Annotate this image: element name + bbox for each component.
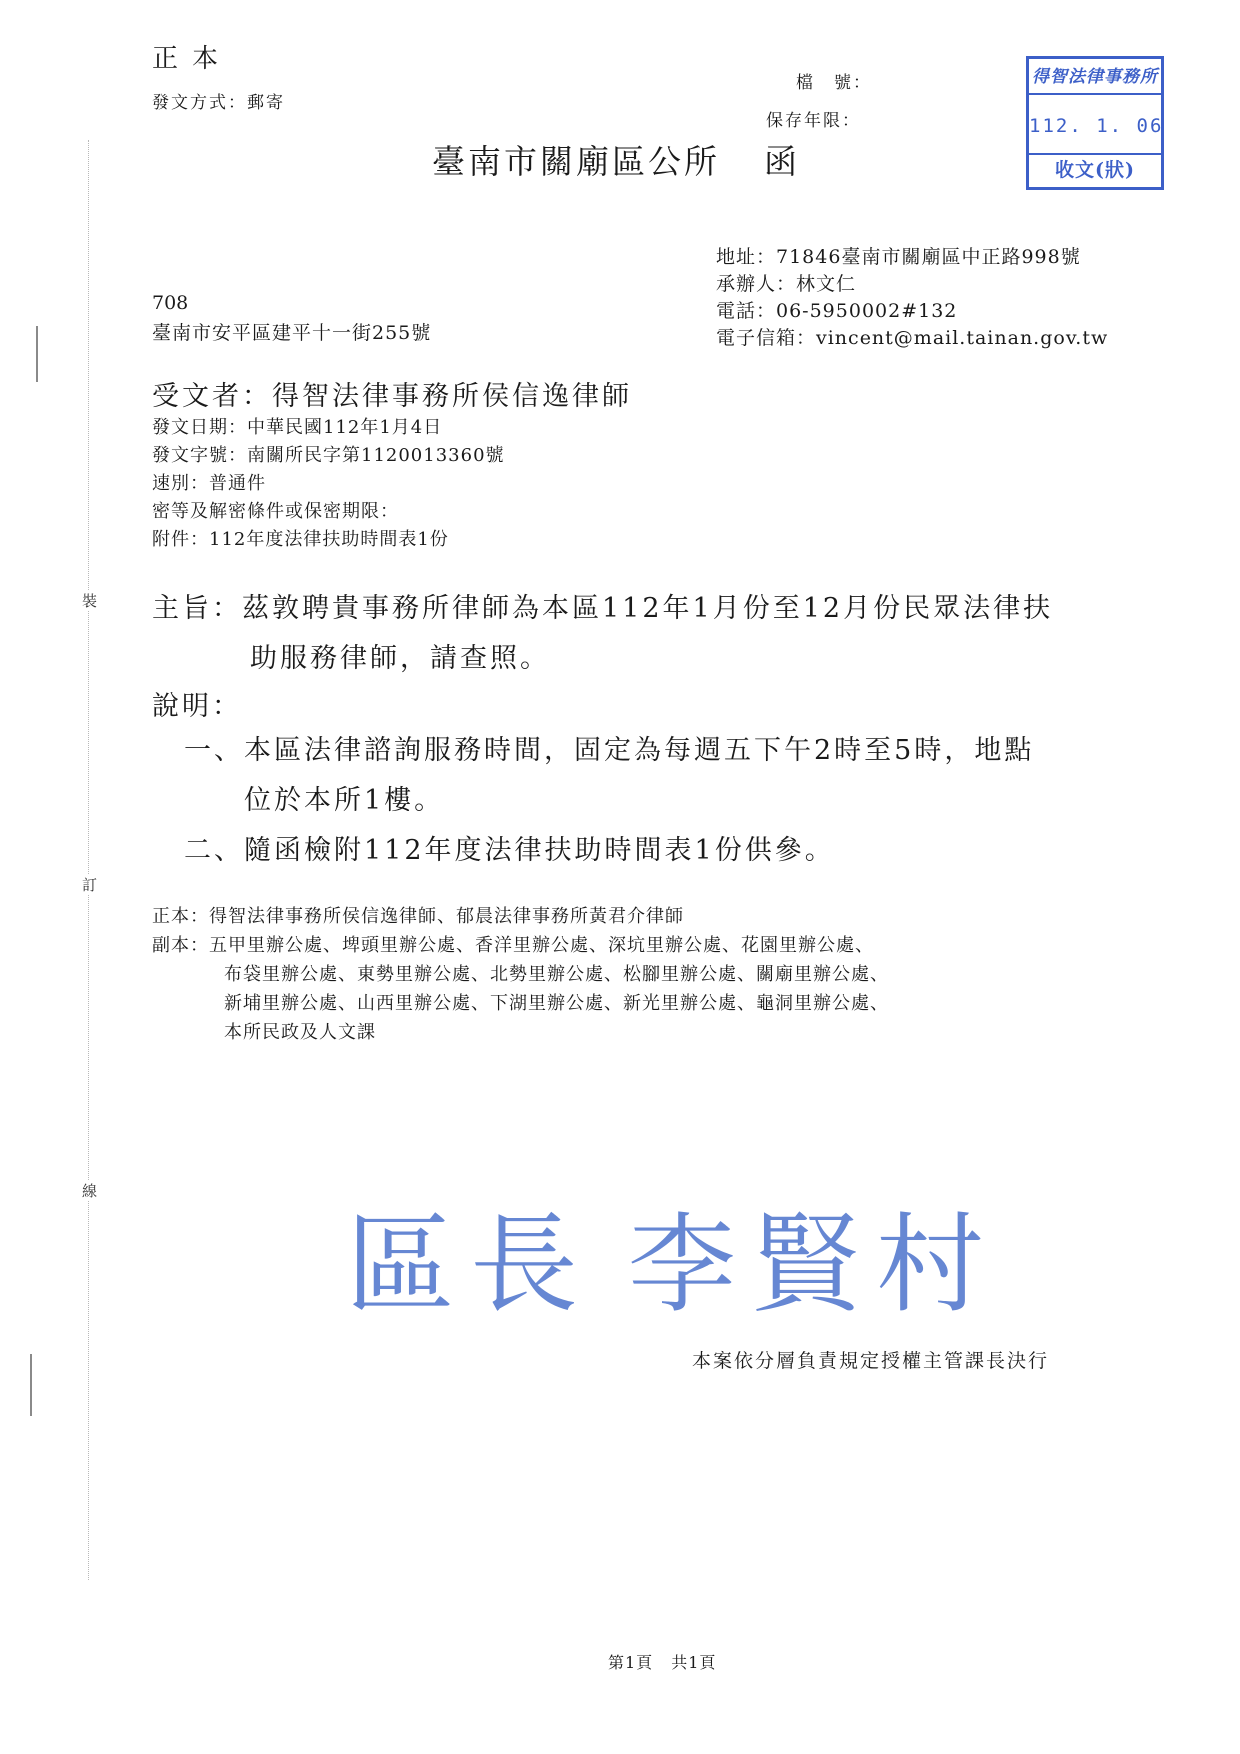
binding-mark-middle: 訂 — [82, 876, 98, 894]
stamp-date: 112. 1. 06 — [1029, 115, 1164, 137]
page-number — [608, 1650, 716, 1673]
signature-title: 區長 — [346, 1203, 595, 1328]
received-stamp — [1026, 56, 1164, 190]
send-method: 發文方式：郵寄 — [152, 93, 285, 113]
recipient-address: 臺南市安平區建平十一街255號 — [152, 322, 432, 344]
page-total: 共1頁 — [671, 1653, 717, 1672]
contact-phone: 電話：06-5950002#132 — [716, 300, 958, 322]
explanation-line: 位於本所1樓。 — [244, 785, 445, 816]
signature-seal — [346, 1178, 1000, 1333]
contact-address: 地址：71846臺南市關廟區中正路998號 — [716, 246, 1081, 268]
distribution-original: 正本：得智法律事務所侯信逸律師、郁晨法律事務所黃君介律師 — [152, 906, 684, 927]
subject — [152, 584, 1053, 684]
explanation-item-2: 二、隨函檢附112年度法律扶助時間表1份供參。 — [184, 835, 835, 866]
explanation-item-1 — [184, 726, 1034, 826]
title-org: 臺南市關廟區公所 — [432, 142, 720, 181]
distribution-cc: 布袋里辦公處、東勢里辦公處、北勢里辦公處、松腳里辦公處、關廟里辦公處、 — [224, 964, 889, 985]
contact-email: 電子信箱：vincent@mail.tainan.gov.tw — [716, 327, 1109, 349]
scan-artifact-mark — [30, 1354, 32, 1416]
explanation-label: 說明： — [152, 691, 242, 722]
distribution-list — [152, 902, 889, 1047]
distribution-cc: 副本：五甲里辦公處、埤頭里辦公處、香洋里辦公處、深坑里辦公處、花園里辦公處、 — [152, 935, 874, 956]
copy-type-label: 正本 — [152, 44, 233, 74]
recipient: 受文者：得智法律事務所侯信逸律師 — [152, 381, 632, 412]
meta-number: 發文字號：南關所民字第1120013360號 — [152, 445, 505, 466]
distribution-cc: 新埔里辦公處、山西里辦公處、下湖里辦公處、新光里辦公處、龜洞里辦公處、 — [224, 993, 889, 1014]
file-number-label: 檔 號： — [796, 73, 872, 93]
meta-date: 發文日期：中華民國112年1月4日 — [152, 417, 443, 438]
recipient-zip: 708 — [152, 292, 189, 314]
meta-attachment: 附件：112年度法律扶助時間表1份 — [152, 529, 449, 550]
binding-line — [88, 140, 89, 1580]
scan-artifact-mark — [36, 326, 38, 382]
document-title — [432, 136, 800, 183]
subject-line: 助服務律師，請查照。 — [250, 643, 550, 674]
binding-mark-top: 裝 — [82, 592, 98, 610]
delegation-note: 本案依分層負責規定授權主管課長決行 — [692, 1350, 1050, 1372]
document-meta — [152, 414, 505, 554]
contact-handler: 承辦人：林文仁 — [716, 273, 857, 295]
subject-line: 主旨：茲敦聘貴事務所律師為本區112年1月份至12月份民眾法律扶 — [152, 593, 1054, 624]
stamp-received: 收文(狀) — [1029, 153, 1161, 187]
stamp-org: 得智法律事務所 — [1029, 63, 1161, 95]
title-kind: 函 — [764, 142, 800, 181]
retention-label: 保存年限： — [766, 111, 861, 131]
distribution-cc: 本所民政及人文課 — [224, 1022, 376, 1043]
meta-classification: 密等及解密條件或保密期限： — [152, 501, 399, 522]
meta-speed: 速別：普通件 — [152, 473, 266, 494]
binding-mark-bottom: 線 — [82, 1182, 98, 1200]
signature-name: 李賢村 — [628, 1203, 1001, 1328]
explanation-line: 一、本區法律諮詢服務時間，固定為每週五下午2時至5時，地點 — [184, 735, 1035, 766]
sender-contact — [716, 244, 1108, 352]
page-current: 第1頁 — [608, 1653, 654, 1672]
